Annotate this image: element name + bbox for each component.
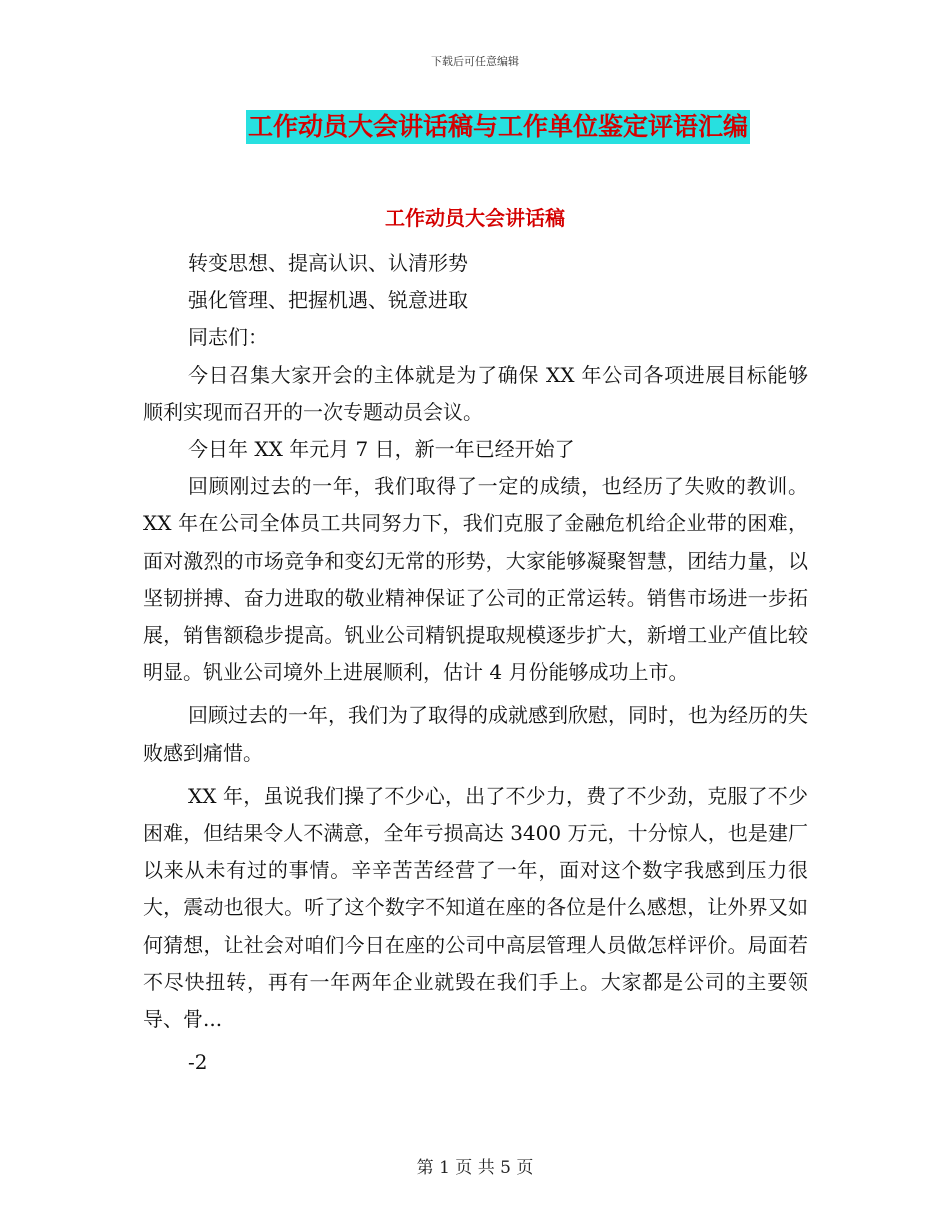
page-footer: 第 1 页 共 5 页 xyxy=(416,1158,534,1178)
document-body xyxy=(143,245,808,1081)
main-title-container xyxy=(0,110,950,144)
paragraph-salutation: 同志们： xyxy=(188,325,268,350)
paragraph-slogan-2: 强化管理、把握机遇、锐意进取 xyxy=(188,288,468,313)
section-title: 工作动员大会讲话稿 xyxy=(385,206,565,230)
paragraph-review: 回顾刚过去的一年，我们取得了一定的成绩，也经历了失败的教训。 XX 年在公司全体员工共同努力下，我们克服了金融危机给企业带的困难，面对激烈的市场竞争和变幻无常的形势，大家能够凝聚智慧，团结力量，以坚韧拼搏、奋力进取的敬业精神保证了公司的正常运转。销售市场进一步拓展，销售额稳步提高。钒业公司精钒提取规模逐步扩大，新增工业产值比较明显。钒业公司境外上进展顺利，估计 4 月份能够成功上市。 xyxy=(143,474,808,685)
paragraph-page-marker: -2 xyxy=(188,1050,208,1075)
main-title: 工作动员大会讲话稿与工作单位鉴定评语汇编 xyxy=(246,110,750,144)
page-header-note: 下载后可任意编辑 xyxy=(431,55,519,68)
paragraph-loss: XX 年，虽说我们操了不少心，出了不少力，费了不少劲，克服了不少困难，但结果令人不满意，全年亏损高达 3400 万元，十分惊人，也是建厂以来从未有过的事情。辛辛苦苦经营了一年，面对这个数字我感到压力很大，震动也很大。听了这个数字不知道在座的各位是什么感想，让外界又如何猜想，让社会对咱们今日在座的公司中高层管理人员做怎样评价。局面若不尽快扭转，再有一年两年企业就毁在我们手上。大家都是公司的主要领导、骨... xyxy=(143,783,808,1032)
paragraph-reflection: 回顾过去的一年，我们为了取得的成就感到欣慰，同时，也为经历的失败感到痛惜。 xyxy=(143,703,808,765)
paragraph-purpose: 今日召集大家开会的主体就是为了确保 XX 年公司各项进展目标能够顺利实现而召开的一次专题动员会议。 xyxy=(143,362,808,424)
paragraph-slogan-1: 转变思想、提高认识、认清形势 xyxy=(188,251,468,275)
paragraph-date: 今日年 XX 年元月 7 日，新一年已经开始了 xyxy=(188,437,575,462)
